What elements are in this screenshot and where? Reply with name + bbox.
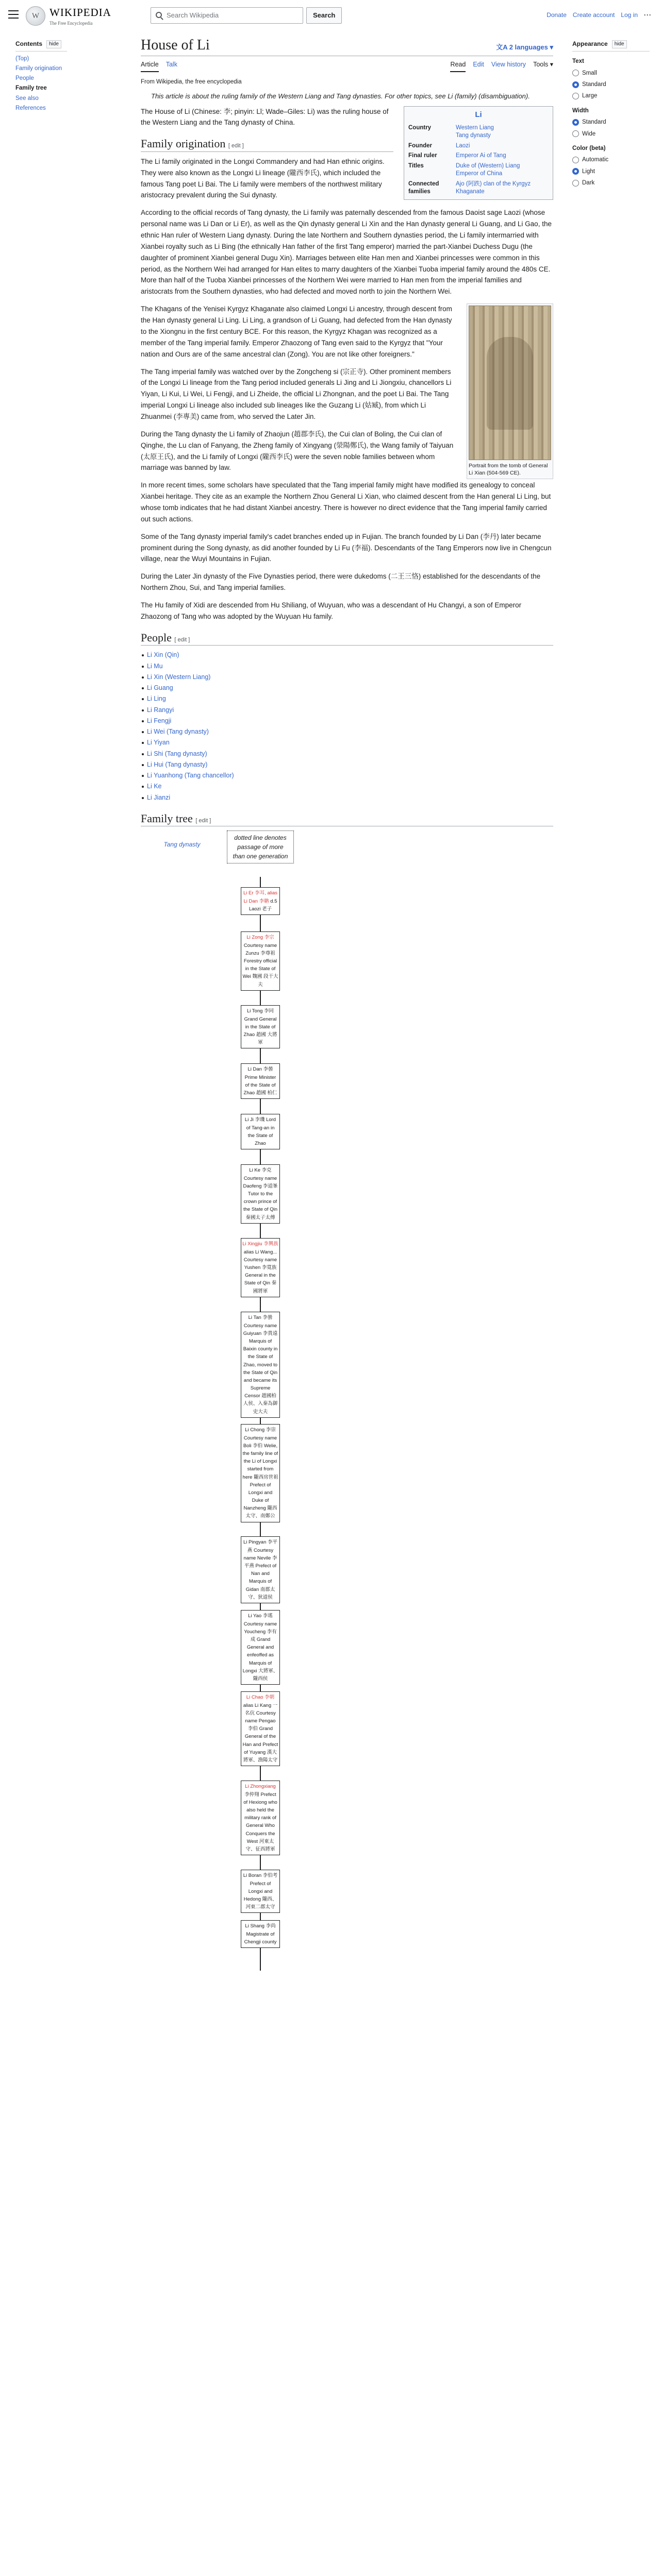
infobox-row bbox=[406, 151, 551, 161]
article-body bbox=[141, 106, 553, 1971]
appearance-option[interactable] bbox=[572, 167, 650, 176]
article bbox=[141, 36, 553, 1971]
tree-node-text: d.5 Laozi 老子 bbox=[249, 898, 277, 912]
infobox-key: Founder bbox=[408, 142, 432, 149]
appearance-option[interactable] bbox=[572, 178, 650, 188]
section-heading-people bbox=[141, 631, 553, 646]
people-list-item[interactable]: Li Xin (Qin) bbox=[141, 650, 553, 660]
radio-button[interactable] bbox=[572, 81, 579, 88]
appearance-panel bbox=[572, 39, 650, 190]
radio-button[interactable] bbox=[572, 119, 579, 126]
page-tabs bbox=[141, 59, 553, 72]
origination-paragraph: The Li family originated in the Longxi Commandery and had Han ethnic origins. They were also known as the Longxi Li lineage (隴西李氏), which included the famous Tang poet Li Bai. The Li family were members of the northwest military aristocracy prevalent during the Sui dynasty. bbox=[141, 157, 385, 199]
tab-view-history[interactable]: View history bbox=[491, 61, 526, 69]
appearance-option[interactable] bbox=[572, 80, 650, 89]
tree-node-name[interactable]: Li Er 李耳, alias Li Dan 李聃 bbox=[243, 890, 277, 904]
color-label: Color (beta) bbox=[572, 145, 606, 151]
appearance-option[interactable] bbox=[572, 129, 650, 139]
people-list-item[interactable]: Li Yiyan bbox=[141, 737, 553, 748]
origination-paragraph: In more recent times, some scholars have speculated that the Tang imperial family might have modified its genealogy to conceal Xianbei heritage. They cite as an example the Northern Zhou General Li Xian, who claimed descent from the Han general Li Ling, but whose tomb indicates that he had distant Xianbei ancestry. There is however no direct evidence that the Tang imperial family carried out such actions. bbox=[141, 481, 551, 523]
people-list-item[interactable]: Li Rangyi bbox=[141, 705, 553, 716]
appearance-title: Appearance bbox=[572, 40, 608, 47]
origination-paragraph: During the Later Jin dynasty of the Five Dynasties period, there were dukedoms (二王三恪) established for the descendants of the Northern Zhou, Sui, and Tang imperial families. bbox=[141, 572, 541, 592]
create-account-link[interactable]: Create account bbox=[572, 11, 615, 19]
toc-item[interactable]: People bbox=[15, 75, 34, 82]
edit-section-link[interactable]: [ edit ] bbox=[195, 817, 211, 824]
donate-link[interactable]: Donate bbox=[547, 11, 567, 19]
tree-node-text: alias Li Wang... Courtesy name Yushen 李寬族 General in the State of Qin 秦國將軍 bbox=[243, 1249, 277, 1294]
edit-section-link[interactable]: [ edit ] bbox=[174, 636, 190, 643]
color-options bbox=[572, 155, 650, 188]
tree-node-text: Li Yao 李瑤 Courtesy name Youcheng 李有成 Grand General and enfeoffed as Marquis of Longxi 大將軍、隴西侯 bbox=[242, 1613, 278, 1682]
tools-label: Tools bbox=[533, 61, 549, 69]
radio-label: Standard bbox=[582, 81, 606, 88]
origination-paragraph: The Tang imperial family was watched over by the Zongcheng si (宗正寺). Other prominent members of the Longxi Li lineage from the Tang period included generals Li Jing and Li Jiongxiu, chancellors Li Yiyan, Li Kui, Li Wei, Li Fengji, and Li Zheide, the official Li Zhongnan, and the poet Li Bai. The Tang imperial Longxi Li lineage also included sub lineages like the Guzang Li (姑臧), from which Li Zhuanmei (李專美) came from, who served the Later Jin. bbox=[141, 367, 452, 420]
infobox-row bbox=[406, 141, 551, 151]
radio-button[interactable] bbox=[572, 168, 579, 175]
site-header bbox=[0, 0, 662, 31]
people-list-item[interactable]: Li Jianzi bbox=[141, 792, 553, 803]
tree-node-text: Li Tan 李曇 Courtesy name Guiyuan 李貴遠 Marquis of Baixin county in the State of Zhao, moved to the State of Qin and became its Supreme Censor 趙國柏人侯、入秦為御史大夫 bbox=[243, 1315, 278, 1415]
intro-paragraph: The House of Li (Chinese: 李; pinyin: Lǐ; Wade–Giles: Li) was the ruling house of the Western Liang and the Tang dynasty of China. bbox=[141, 107, 389, 127]
origination-paragraph: Some of the Tang dynasty imperial family's cadet branches ended up in Fujian. The branch founded by Li Dan (李丹) later became prominent during the Song dynasty, as did another founded by Li Fu (李福). Descendants of the Tang Emperors now live in Chengcun village, near the Wuyi Mountains in Fujian. bbox=[141, 532, 552, 563]
li-xian-portrait-figure[interactable] bbox=[467, 303, 553, 479]
family-tree-node[interactable] bbox=[241, 1005, 280, 1048]
family-tree-node[interactable] bbox=[241, 1610, 280, 1685]
family-tree-node[interactable] bbox=[241, 887, 280, 915]
from-wikipedia: From Wikipedia, the free encyclopedia bbox=[141, 79, 242, 86]
tree-node-text: 李仲翔 Prefect of Hexiong who also held the military rank of General Who Conquers the West 河東太守、征西將軍 bbox=[243, 1791, 277, 1852]
family-tree-node[interactable] bbox=[241, 1238, 280, 1297]
login-link[interactable]: Log in bbox=[621, 11, 638, 19]
radio-button[interactable] bbox=[572, 93, 579, 99]
toc-item[interactable]: (Top) bbox=[15, 56, 29, 62]
family-tree-node[interactable] bbox=[241, 1536, 280, 1603]
search-button[interactable]: Search bbox=[306, 7, 342, 24]
family-tree-node[interactable] bbox=[241, 1691, 280, 1766]
family-tree-node[interactable] bbox=[241, 1920, 280, 1948]
family-tree bbox=[141, 831, 378, 1971]
language-count: 2 languages bbox=[509, 43, 548, 51]
origination-paragraph: According to the official records of Tang dynasty, the Li family was paternally descended from the famous Daoist sage Laozi (whose personal name was Li Dan or Li Er), as well as the Qin dynasty general Li Xin and the Han dynasty general Li Guang, and Li Gao, the ethnic Han ruler of Western Liang dynasty. During the late Northern and Southern dynasties period, the Li family intermarried with Xianbei royalty such as Li Bing (the ethnically Han father of the first Tang emperor) married the part-Xianbei Duchess Dugu (the daughter of prominent Xianbei general Dugu Xin). Marriages between elite Han men and Xianbei princesses were common in this period, as the Northern Wei had arranged for Han elites to marry daughters of the Xianbei Tuoba imperial family around the 480s CE. More than half of the Tuoba Xianbei princesses of the Northern Wei were married to Han men from the imperial families and aristocrats from the Southern dynasties, who had defected and moved north to join the Northern Wei. bbox=[141, 209, 552, 296]
more-options-icon[interactable]: ··· bbox=[644, 11, 652, 19]
tree-node-name[interactable]: Li Zong 李宗 bbox=[246, 935, 274, 941]
people-list-item[interactable]: Li Shi (Tang dynasty) bbox=[141, 749, 553, 759]
toc-item[interactable]: See also bbox=[15, 95, 39, 101]
origination-paragraph: The Hu family of Xidi are descended from Hu Shiliang, of Wuyuan, who was a descendant of Hu Changyi, a son of Emperor Zhaozong of Tang who was adopted by the Wuyuan Hu family. bbox=[141, 601, 522, 620]
main-menu-icon[interactable] bbox=[8, 10, 19, 19]
radio-button[interactable] bbox=[572, 70, 579, 76]
tree-node-text: Li Dan 李曇 Prime Minister of the State of Zhao 趙國 柏仁 bbox=[243, 1066, 277, 1096]
people-list-item[interactable]: Li Mu bbox=[141, 661, 553, 672]
tree-node-text: Li Ji 李璣 Lord of Tang-an in the State of Zhao bbox=[244, 1117, 276, 1146]
radio-label: Small bbox=[582, 70, 597, 76]
tree-node-name[interactable]: Li Chao 李朝 bbox=[246, 1694, 275, 1701]
infobox-key: Titles bbox=[408, 162, 424, 169]
infobox-row bbox=[406, 179, 551, 197]
radio-button[interactable] bbox=[572, 180, 579, 187]
radio-label: Standard bbox=[582, 119, 606, 126]
tree-node-text: Li Shang 李尚 Magistrate of Chengji county bbox=[244, 1923, 277, 1945]
family-tree-node[interactable] bbox=[241, 1312, 280, 1417]
user-links bbox=[547, 10, 652, 20]
appearance-hide-button[interactable]: hide bbox=[612, 40, 627, 48]
tree-node-text: Courtesy name Zunzu 李尊祖 Forestry official in the State of Wei 魏國 段干大夫 bbox=[242, 942, 278, 988]
people-list bbox=[141, 650, 553, 803]
tree-node-text: Li Boran 李伯考 Prefect of Longxi and Hedong 隴西、河東二郡太守 bbox=[243, 1873, 278, 1910]
radio-label: Automatic bbox=[582, 157, 609, 163]
infobox-key: Country bbox=[408, 124, 432, 131]
infobox-value[interactable]: Ajo (阿跌) clan of the Kyrgyz Khaganate bbox=[456, 180, 531, 195]
li-xian-portrait-image[interactable] bbox=[469, 306, 551, 460]
family-tree-node[interactable] bbox=[241, 1114, 280, 1149]
tree-node-name[interactable]: Li Zhongxiang bbox=[245, 1784, 276, 1790]
radio-label: Large bbox=[582, 93, 598, 99]
radio-label: Dark bbox=[582, 180, 595, 187]
infobox-rows bbox=[406, 123, 551, 197]
wikipedia-tagline: The Free Encyclopedia bbox=[49, 21, 93, 26]
people-list-item[interactable]: Li Wei (Tang dynasty) bbox=[141, 726, 553, 737]
search-icon bbox=[156, 12, 162, 18]
tree-legend-dotted: dotted line denotes passage of more than one generation bbox=[227, 831, 294, 863]
wikipedia-wordmark[interactable]: WIKIPEDIA bbox=[49, 6, 111, 19]
tree-legend-tang[interactable]: Tang dynasty bbox=[163, 841, 201, 849]
appearance-option[interactable] bbox=[572, 69, 650, 78]
family-tree-node[interactable] bbox=[241, 1870, 280, 1913]
tree-node-text: alias Li Kang 一名伉 Courtesy name Pengao 李伯 Grand General of the Han and Prefect of Yuyang 漢大將軍、漁陽太守 bbox=[242, 1702, 278, 1763]
text-size-options bbox=[572, 69, 650, 101]
radio-button[interactable] bbox=[572, 130, 579, 137]
family-tree-node[interactable] bbox=[241, 1063, 280, 1099]
tab-read[interactable]: Read bbox=[450, 59, 466, 72]
family-tree-node[interactable] bbox=[241, 1424, 280, 1522]
search-input[interactable] bbox=[151, 7, 303, 24]
radio-label: Wide bbox=[582, 130, 596, 137]
section-heading-family-tree bbox=[141, 811, 553, 827]
family-tree-node[interactable] bbox=[241, 931, 280, 990]
origination-paragraph: During the Tang dynasty the Li family of Zhaojun (趙郡李氏), the Cui clan of Boling, the Cui clan of Qinghe, the Lu clan of Fanyang, the Zheng family of Xingyang (滎陽鄭氏), the Wang family of Taiyuan (太原王氏), and the Li family of Longxi (隴西李氏) were the seven noble families between whom marriage was banned by law. bbox=[141, 430, 454, 472]
tab-article[interactable]: Article bbox=[141, 59, 159, 72]
language-button[interactable]: 文A 2 languages ▾ bbox=[496, 43, 553, 51]
width-options bbox=[572, 117, 650, 139]
tree-node-text: Li Chong 李崇 Courtesy name Boli 李伯 Welie, the family line of the Li of Longxi started from here 隴西房世祖 Prefect of Longxi and Duke of Nanzheng 隴西太守、南鄭公 bbox=[242, 1427, 278, 1519]
origination-heading-text: Family origination bbox=[141, 137, 226, 150]
toc-list bbox=[15, 55, 67, 112]
people-list-item[interactable]: Li Xin (Western Liang) bbox=[141, 672, 553, 683]
toc-title: Contents bbox=[15, 40, 42, 47]
appearance-option[interactable] bbox=[572, 91, 650, 100]
section-heading-origination bbox=[141, 137, 393, 152]
infobox-value[interactable]: Duke of (Western) Liang Emperor of China bbox=[456, 162, 520, 177]
toc-item[interactable]: References bbox=[15, 105, 46, 111]
wikipedia-logo[interactable]: W bbox=[26, 6, 45, 26]
hatnote: This article is about the ruling family of the Western Liang and Tang dynasties. For other topics, see Li (family) (disambiguation). bbox=[151, 92, 530, 100]
edit-section-link[interactable]: [ edit ] bbox=[228, 143, 244, 149]
search-placeholder: Search Wikipedia bbox=[167, 11, 219, 19]
page-title: House of Li bbox=[141, 37, 210, 53]
family-tree-node[interactable] bbox=[241, 1781, 280, 1855]
appearance-option[interactable] bbox=[572, 117, 650, 127]
people-list-item[interactable]: Li Ke bbox=[141, 781, 553, 792]
infobox-title: Li bbox=[475, 110, 482, 119]
toc-item[interactable]: Family tree bbox=[15, 85, 47, 92]
table-of-contents bbox=[15, 39, 67, 114]
width-label: Width bbox=[572, 107, 589, 114]
appearance-option[interactable] bbox=[572, 155, 650, 164]
people-list-item[interactable]: Li Hui (Tang dynasty) bbox=[141, 759, 553, 770]
figure-caption: Portrait from the tomb of General Li Xian (504-569 CE). bbox=[469, 463, 548, 477]
people-heading-text: People bbox=[141, 631, 172, 644]
infobox-key: Final ruler bbox=[408, 152, 437, 159]
infobox-row bbox=[406, 123, 551, 141]
tree-node-text: Li Ke 李克 Courtesy name Daofeng 李道峯 Tutor to the crown prince of the State of Qin 秦國太子太傅 bbox=[243, 1167, 278, 1221]
origination-paragraph: The Khagans of the Yenisei Kyrgyz Khaganate also claimed Longxi Li ancestry, through descent from the Han dynasty general Li Ling. Li Ling, a grandson of Li Guang, had defected from the Han dynasty to the Xiongnu in the first century BCE. For this reason, the Kyrgyz Khagan was recognized as a member of the Tang imperial family. Emperor Zhaozong of Tang even said to the Kyrgyz that "Your nation and Ours are of the same ancestral clan (Zong). You are not like other foreigners." bbox=[141, 305, 452, 358]
tree-node-text: Li Tong 李同 Grand General in the State of Zhao 趙國 大將軍 bbox=[243, 1008, 277, 1046]
infobox-value[interactable]: Western Liang Tang dynasty bbox=[456, 124, 494, 139]
people-list-item[interactable]: Li Ling bbox=[141, 693, 553, 704]
radio-button[interactable] bbox=[572, 157, 579, 163]
toc-hide-button[interactable]: hide bbox=[46, 40, 61, 48]
family-tree-node[interactable] bbox=[241, 1164, 280, 1223]
tab-tools[interactable]: Tools ▾ bbox=[533, 61, 553, 69]
people-list-item[interactable]: Li Fengji bbox=[141, 716, 553, 726]
tree-node-name[interactable]: Li Xingjiu 李興族 bbox=[242, 1241, 278, 1247]
infobox-row bbox=[406, 161, 551, 179]
infobox bbox=[404, 106, 553, 200]
tree-heading-text: Family tree bbox=[141, 811, 193, 825]
text-size-label: Text bbox=[572, 58, 584, 65]
tree-node-text: Li Pingyan 李平燕 Courtesy name Nevile 李平燕 Prefect of Nan and Marquis of Gidan 南郡太守、狄道侯 bbox=[243, 1539, 277, 1600]
radio-label: Light bbox=[582, 168, 595, 175]
infobox-value[interactable]: Emperor Ai of Tang bbox=[456, 152, 506, 159]
tab-talk[interactable]: Talk bbox=[166, 61, 177, 69]
infobox-value[interactable]: Laozi bbox=[456, 142, 470, 149]
tab-edit[interactable]: Edit bbox=[473, 61, 484, 69]
toc-item[interactable]: Family origination bbox=[15, 65, 62, 72]
infobox-key: Connected families bbox=[408, 180, 439, 195]
people-list-item[interactable]: Li Guang bbox=[141, 683, 553, 693]
people-list-item[interactable]: Li Yuanhong (Tang chancellor) bbox=[141, 770, 553, 781]
